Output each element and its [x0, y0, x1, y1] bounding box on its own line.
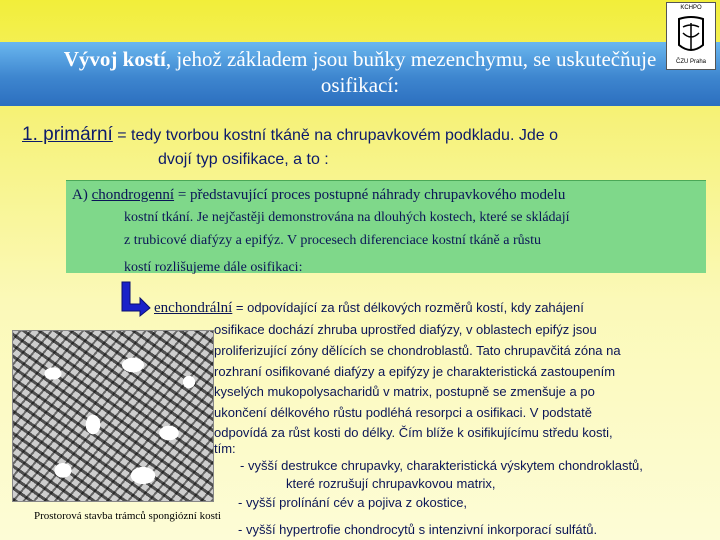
enchondral-line1: = odpovídající za růst délkových rozměrů kostí, kdy zahájení: [232, 300, 584, 315]
photo-caption: Prostorová stavba trámců spongiózní kosti: [34, 510, 221, 522]
box-line3: z trubicové diafýzy a epifýz. V procesech diferenciace kostní tkáně a růstu: [124, 233, 541, 248]
enchondral-bullet: - vyšší hypertrofie chondrocytů s intenzivní inkorporací sulfátů.: [238, 522, 598, 537]
section-line2: dvojí typ osifikace, a to :: [158, 151, 329, 168]
box-line1-text: = představující proces postupné náhrady chrupavkového modelu: [174, 187, 566, 203]
enchondral-text-line: ukončení délkového růstu podléhá resorpci a osifikaci. V podstatě: [214, 405, 592, 420]
down-right-arrow-icon: [118, 280, 152, 318]
enchondral-text-line: odpovídá za růst kosti do délky. Čím blíže k osifikujícímu středu kosti,: [214, 425, 613, 440]
enchondral-heading: [154, 300, 584, 317]
section-heading: [22, 124, 558, 146]
enchondral-text-line: tím:: [214, 441, 236, 456]
logo-bottom-text: ČZU Praha: [675, 59, 706, 65]
box-line4: kostí rozlišujeme dále osifikaci:: [124, 260, 303, 275]
enchondral-bullet: - vyšší destrukce chrupavky, charakteristická výskytem chondroklastů,: [240, 458, 643, 473]
enchondral-text-line: kyselých mukopolysacharidů v matrix, postupně se zmenšuje a po: [214, 384, 595, 399]
title-bold: Vývoj kostí: [63, 47, 166, 71]
box-prefix: A): [72, 187, 92, 203]
title-line2: osifikací:: [320, 73, 400, 97]
logo-top-text: KCHPO: [680, 5, 702, 11]
title-rest: , jehož základem jsou buňky mezenchymu, se uskutečňuje: [165, 47, 657, 71]
logo-emblem-icon: [671, 15, 711, 57]
box-term: chondrogenní: [91, 187, 175, 203]
box-line2: kostní tkání. Je nejčastěji demonstrována na dlouhých kostech, které se skládají: [124, 210, 570, 225]
enchondral-term: enchondrální: [154, 300, 233, 316]
spongy-bone-photo: [12, 330, 214, 502]
enchondral-text-line: proliferizující zóny dělících se chondroblastů. Tato chrupavčitá zóna na: [214, 343, 621, 358]
box-line1: [72, 183, 565, 207]
enchondral-text-line: osifikace dochází zhruba uprostřed diafýzy, v oblastech epifýz jsou: [214, 322, 597, 337]
section-number: 1. primární: [22, 124, 113, 145]
enchondral-bullet: které rozrušují chrupavkovou matrix,: [286, 476, 496, 491]
university-logo: [666, 2, 716, 70]
enchondral-text-line: rozhraní osifikované diafýzy a epifýzy je charakteristická zastoupením: [214, 364, 616, 379]
slide-title: [0, 46, 720, 98]
enchondral-bullet: - vyšší prolínání cév a pojiva z okostice,: [238, 495, 468, 510]
section-line1: = tedy tvorbou kostní tkáně na chrupavkovém podkladu. Jde o: [112, 127, 558, 144]
